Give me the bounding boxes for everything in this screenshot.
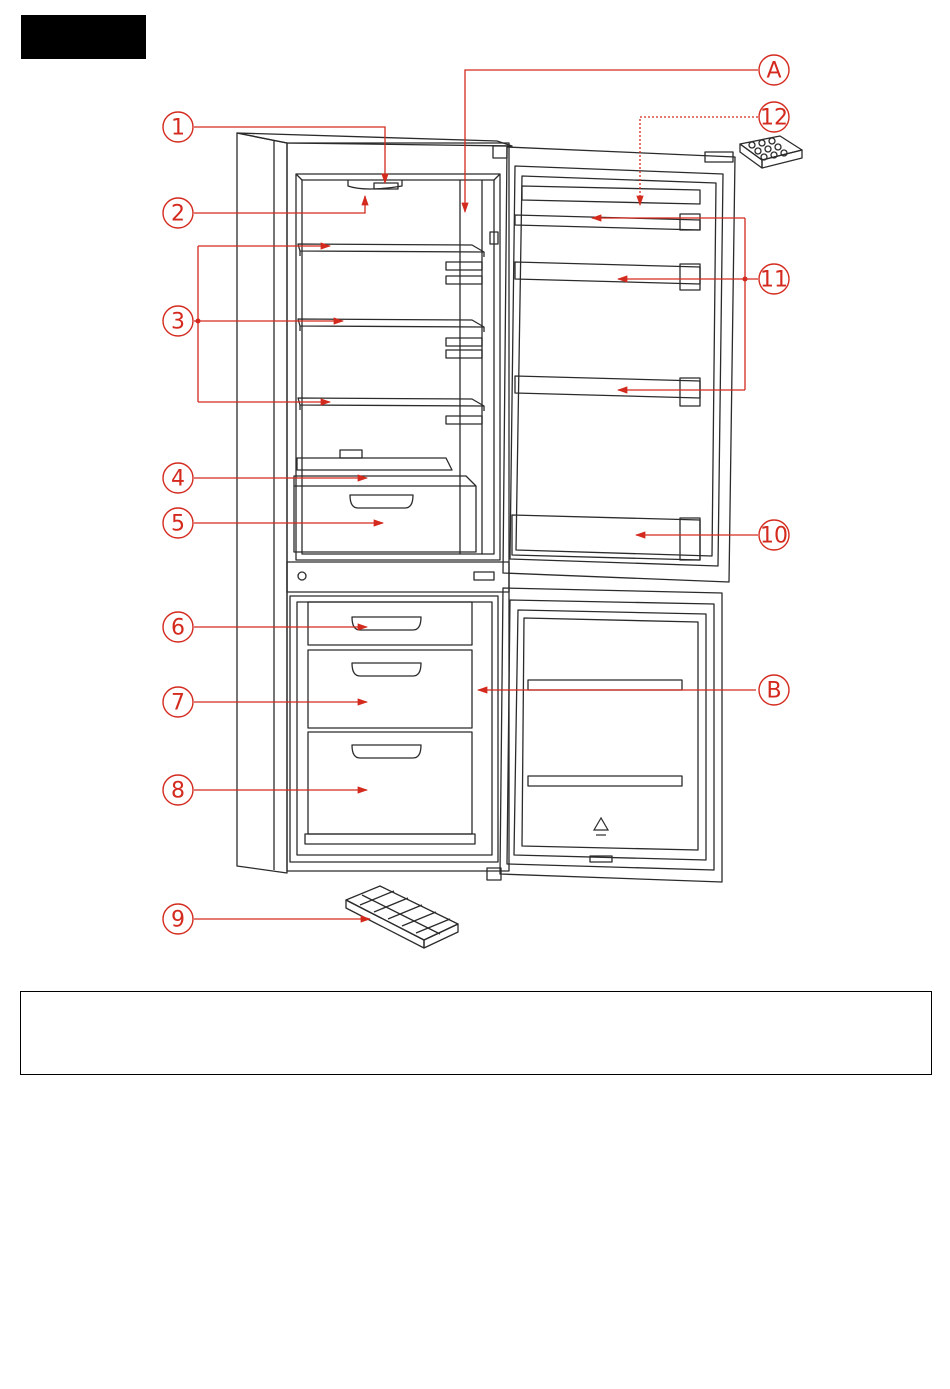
fridge-door bbox=[503, 147, 735, 582]
egg-tray bbox=[740, 136, 802, 168]
callout-2: 2 bbox=[171, 201, 185, 227]
callout-8: 8 bbox=[171, 778, 185, 804]
note-box bbox=[20, 991, 932, 1075]
freezer-door bbox=[500, 588, 722, 882]
glass-shelves bbox=[298, 244, 484, 411]
freezer-door-balcony bbox=[528, 776, 682, 786]
callout-B: B bbox=[766, 678, 782, 704]
callout-1: 1 bbox=[171, 115, 185, 141]
freezer-drawers bbox=[305, 602, 475, 844]
light-unit bbox=[348, 180, 402, 189]
crisper-handle bbox=[350, 495, 413, 508]
callout-5: 5 bbox=[171, 511, 185, 537]
callout-A: A bbox=[766, 58, 782, 84]
callout-3: 3 bbox=[171, 309, 185, 335]
callout-10: 10 bbox=[760, 523, 788, 549]
crisper-cover bbox=[297, 458, 452, 470]
leader-12 bbox=[640, 117, 758, 205]
door-balconies bbox=[515, 214, 700, 406]
callout-11: 11 bbox=[760, 267, 788, 293]
leader-2 bbox=[194, 196, 365, 213]
freezer-compartment bbox=[290, 596, 498, 862]
ice-cube-tray bbox=[346, 886, 458, 948]
fridge-compartment bbox=[296, 174, 500, 560]
callout-4: 4 bbox=[171, 466, 185, 492]
egg-shelf bbox=[522, 186, 700, 204]
recycle-icon bbox=[594, 818, 608, 835]
callout-9: 9 bbox=[171, 907, 185, 933]
freezer-door-balcony bbox=[528, 680, 682, 690]
shelf-rails bbox=[446, 232, 498, 424]
cabinet-side bbox=[237, 133, 287, 873]
fridge-line-art bbox=[237, 133, 802, 948]
callout-6: 6 bbox=[171, 615, 185, 641]
callout-12: 12 bbox=[760, 105, 788, 131]
crisper-drawer bbox=[294, 476, 476, 552]
callout-7: 7 bbox=[171, 690, 185, 716]
